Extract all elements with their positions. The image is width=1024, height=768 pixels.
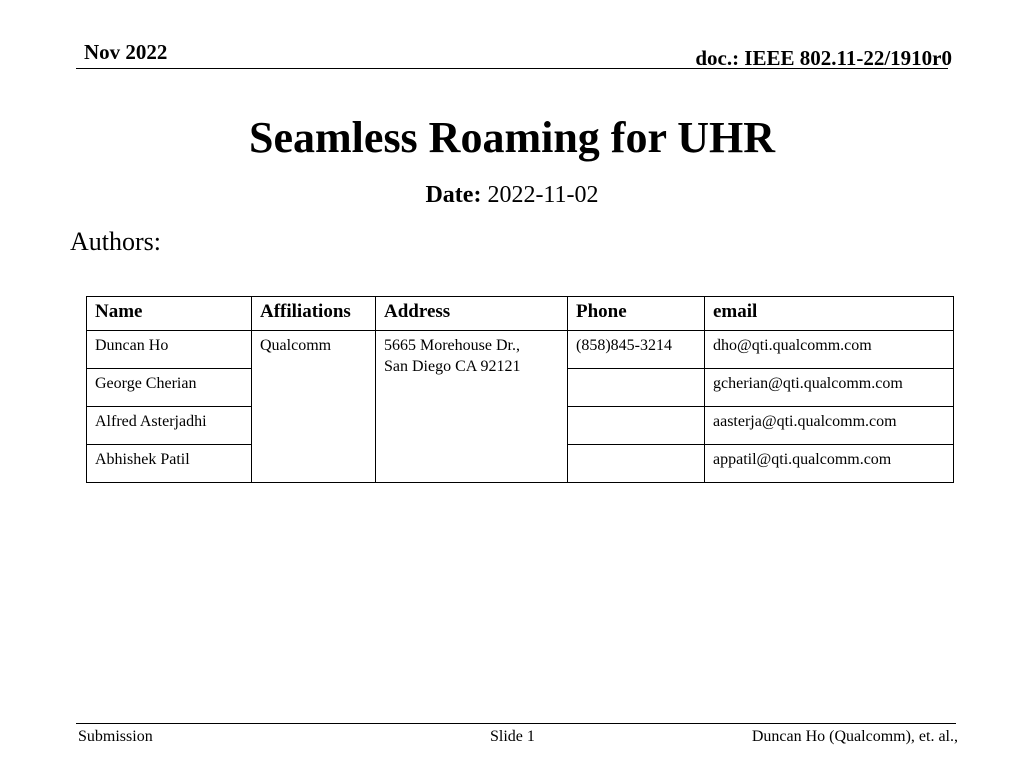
date-value: 2022-11-02 — [487, 182, 599, 208]
author-email: gcherian@qti.qualcomm.com — [705, 369, 954, 407]
column-header-phone: Phone — [568, 297, 705, 331]
author-name: Duncan Ho — [87, 331, 252, 369]
author-phone — [568, 445, 705, 483]
address-line-2: San Diego CA 92121 — [384, 358, 521, 375]
author-affiliation: Qualcomm — [252, 331, 376, 483]
table-row — [87, 331, 954, 369]
author-email: aasterja@qti.qualcomm.com — [705, 407, 954, 445]
author-email: dho@qti.qualcomm.com — [705, 331, 954, 369]
footer-slide-number: Slide 1 — [490, 728, 535, 745]
author-email: appatil@qti.qualcomm.com — [705, 445, 954, 483]
column-header-email: email — [705, 297, 954, 331]
footer-author: Duncan Ho (Qualcomm), et. al., — [751, 728, 958, 745]
table-header-row — [87, 297, 954, 331]
author-name: Alfred Asterjadhi — [87, 407, 252, 445]
header-doc-id: doc.: IEEE 802.11-22/1910r0 — [695, 46, 952, 70]
author-phone — [568, 407, 705, 445]
date-label: Date: — [425, 182, 482, 208]
author-address — [376, 331, 568, 483]
header-date: Nov 2022 — [84, 40, 168, 64]
authors-label: Authors: — [70, 227, 161, 256]
author-name: Abhishek Patil — [87, 445, 252, 483]
column-header-address: Address — [376, 297, 568, 331]
column-header-name: Name — [87, 297, 252, 331]
column-header-affiliations: Affiliations — [252, 297, 376, 331]
authors-table — [86, 296, 954, 483]
address-line-1: 5665 Morehouse Dr., — [384, 337, 520, 354]
author-phone: (858)845-3214 — [568, 331, 705, 369]
date-line — [0, 182, 1024, 209]
footer-divider — [76, 723, 956, 724]
author-name: George Cherian — [87, 369, 252, 407]
header-divider — [76, 68, 948, 69]
footer-submission: Submission — [78, 728, 153, 745]
slide-title: Seamless Roaming for UHR — [249, 113, 775, 162]
author-phone — [568, 369, 705, 407]
